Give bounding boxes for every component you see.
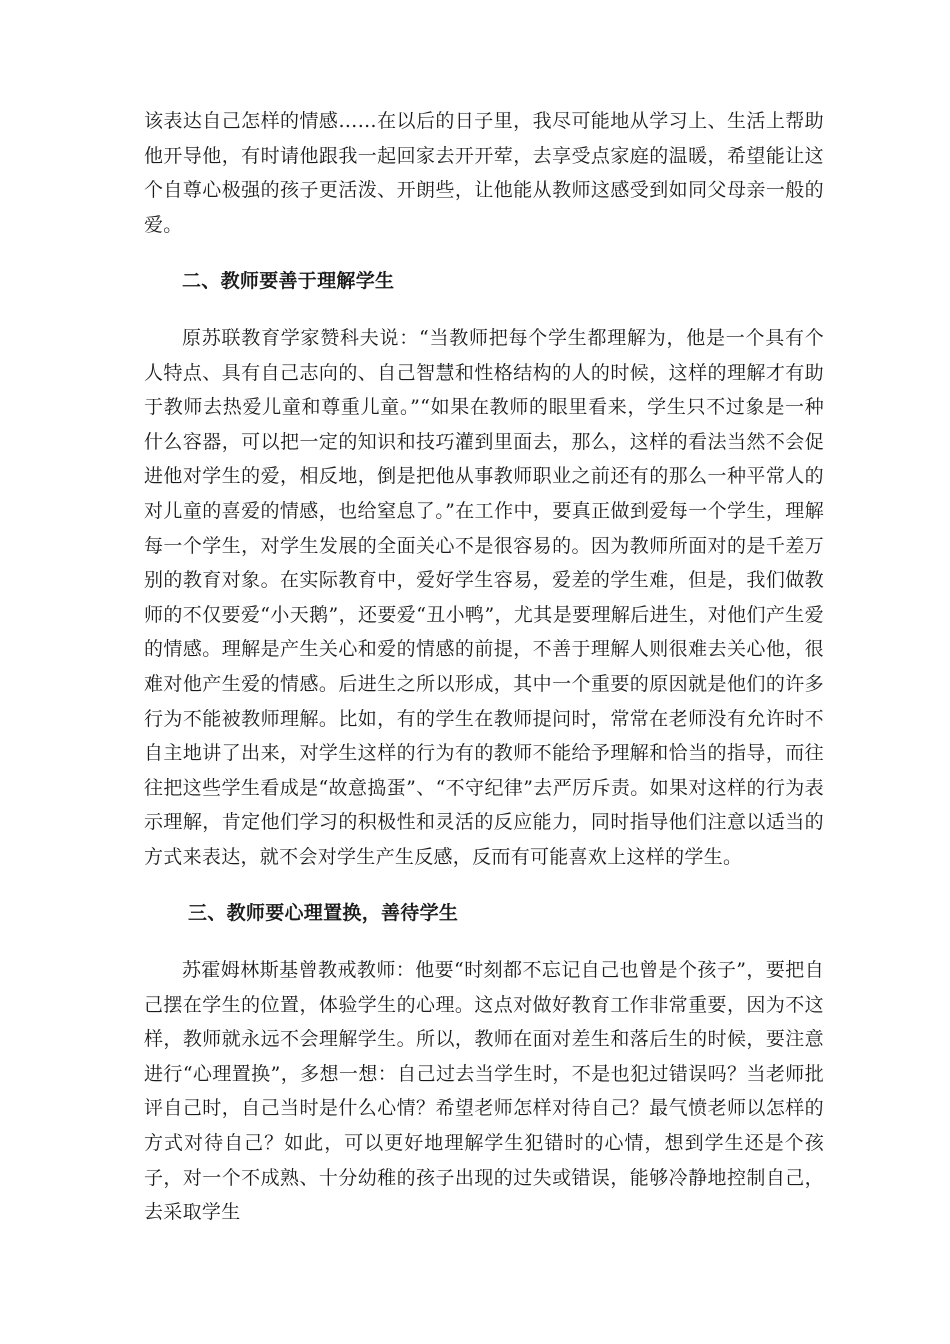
document-page	[144, 104, 824, 1230]
section-heading-3: 三、教师要心理置换，善待学生	[188, 902, 459, 925]
continuation-paragraph: 该表达自己怎样的情感……在以后的日子里，我尽可能地从学习上、生活上帮助他开导他，有时请他跟我一起回家去开开荤，去享受点家庭的温暖，希望能让这个自尊心极强的孩子更活泼、开朗些，让他能从教师这感受到如同父母亲一般的爱。	[144, 110, 824, 236]
section-heading-2: 二、教师要善于理解学生	[182, 270, 395, 293]
section-paragraph-2: 原苏联教育学家赞科夫说：“当教师把每个学生都理解为，他是一个具有个人特点、具有自己志向的、自己智慧和性格结构的人的时候，这样的理解才有助于教师去热爱儿童和尊重儿童。”“如果在教师的眼里看来，学生只不过象是一种什么容器，可以把一定的知识和技巧灌到里面去，那么，这样的看法当然不会促进他对学生的爱，相反地，倒是把他从事教师职业之前还有的那么一种平常人的对儿童的喜爱的情感，也给窒息了。”在工作中，要真正做到爱每一个学生，理解每一个学生，对学生发展的全面关心不是很容易的。因为教师所面对的是千差万别的教育对象。在实际教育中，爱好学生容易，爱差的学生难，但是，我们做教师的不仅要爱“小天鹅”，还要爱“丑小鸭”，尤其是要理解后进生，对他们产生爱的情感。理解是产生关心和爱的情感的前提，不善于理解人则很难去关心他，很难对他产生爱的情感。后进生之所以形成，其中一个重要的原因就是他们的许多行为不能被教师理解。比如，有的学生在教师提问时，常常在老师没有允许时不自主地讲了出来，对学生这样的行为有的教师不能给予理解和恰当的指导，而往往把这些学生看成是“故意捣蛋”、“不守纪律”去严厉斥责。如果对这样的行为表示理解，肯定他们学习的积极性和灵活的反应能力，同时指导他们注意以适当的方式来表达，就不会对学生产生反感，反而有可能喜欢上这样的学生。	[144, 326, 824, 868]
section-paragraph-3: 苏霍姆林斯基曾教戒教师：他要“时刻都不忘记自己也曾是个孩子”，要把自己摆在学生的位置，体验学生的心理。这点对做好教育工作非常重要，因为不这样，教师就永远不会理解学生。所以，教师在面对差生和落后生的时候，要注意进行“心理置换”，多想一想：自己过去当学生时，不是也犯过错误吗？当老师批评自己时，自己当时是什么心情？希望老师怎样对待自己？最气愤老师以怎样的方式对待自己？如此，可以更好地理解学生犯错时的心情，想到学生还是个孩子，对一个不成熟、十分幼稚的孩子出现的过失或错误，能够冷静地控制自己，去采取学生	[144, 959, 824, 1224]
